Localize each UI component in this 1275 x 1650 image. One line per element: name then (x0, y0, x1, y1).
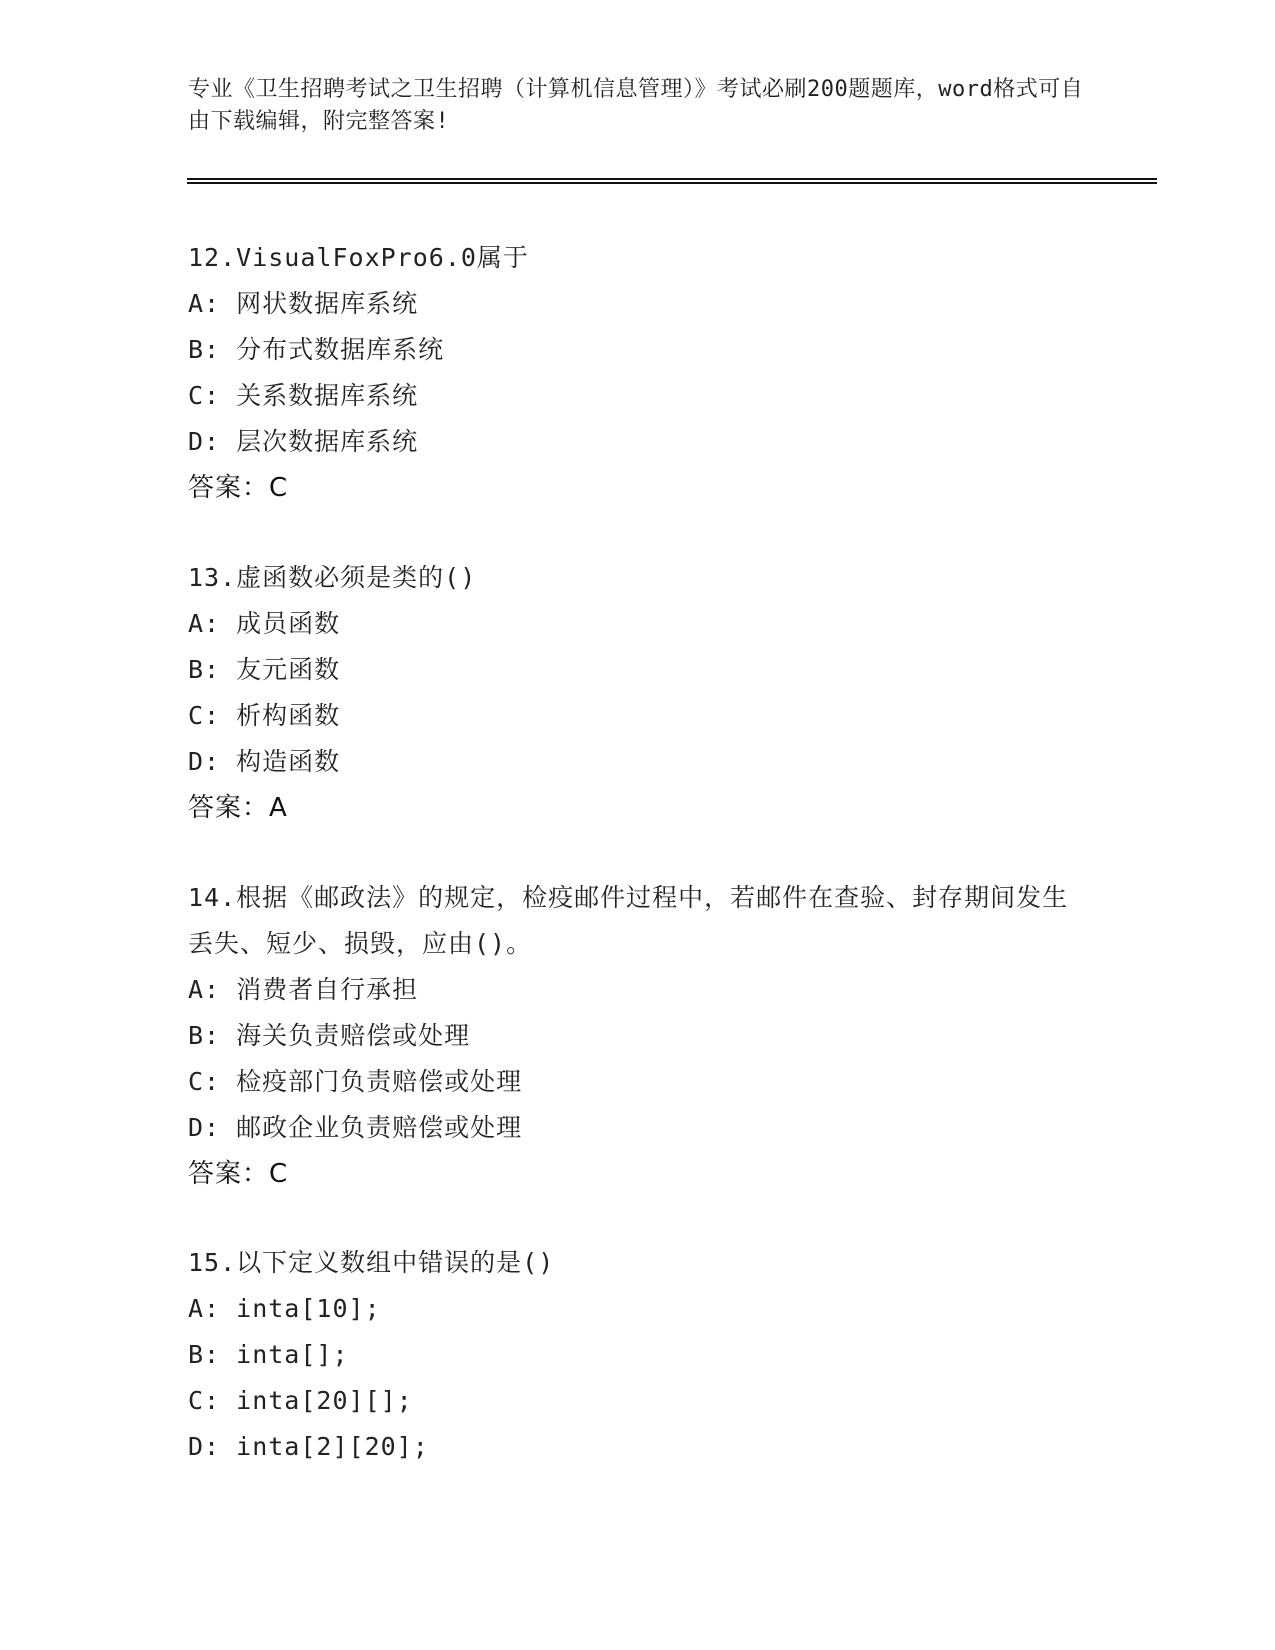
header-divider-bottom (187, 182, 1157, 184)
option-c: C: 关系数据库系统 (188, 381, 419, 410)
answer-line: 答案：C (188, 1159, 289, 1189)
question-stem: 15.以下定义数组中错误的是() (188, 1248, 555, 1277)
option-b: B: 分布式数据库系统 (188, 335, 445, 364)
answer-line: 答案：C (188, 473, 289, 503)
option-b: B: 友元函数 (188, 655, 341, 684)
option-a: A: 网状数据库系统 (188, 289, 419, 318)
option-a: A: 消费者自行承担 (188, 975, 419, 1004)
question-stem: 13.虚函数必须是类的() (188, 563, 477, 592)
question-15 (188, 1240, 1088, 1470)
option-b: B: inta[]; (188, 1340, 349, 1369)
question-13 (188, 555, 1088, 831)
option-c: C: inta[20][]; (188, 1386, 413, 1415)
document-header: 专业《卫生招聘考试之卫生招聘（计算机信息管理）》考试必刷200题题库，word格式可自由下载编辑，附完整答案! (188, 77, 1084, 134)
header-divider-top (187, 178, 1157, 180)
option-c: C: 检疫部门负责赔偿或处理 (188, 1067, 523, 1096)
option-b: B: 海关负责赔偿或处理 (188, 1021, 471, 1050)
option-c: C: 析构函数 (188, 701, 341, 730)
option-d: D: 邮政企业负责赔偿或处理 (188, 1113, 523, 1142)
question-12 (188, 235, 1088, 511)
option-a: A: inta[10]; (188, 1294, 381, 1323)
option-d: D: 层次数据库系统 (188, 427, 419, 456)
question-stem: 14.根据《邮政法》的规定，检疫邮件过程中，若邮件在查验、封存期间发生丢失、短少、损毁，应由()。 (188, 883, 1069, 958)
option-d: D: inta[2][20]; (188, 1432, 429, 1461)
answer-line: 答案：A (188, 793, 288, 823)
question-stem: 12.VisualFoxPro6.0属于 (188, 243, 529, 272)
option-a: A: 成员函数 (188, 609, 341, 638)
question-14 (188, 875, 1088, 1197)
option-d: D: 构造函数 (188, 747, 341, 776)
